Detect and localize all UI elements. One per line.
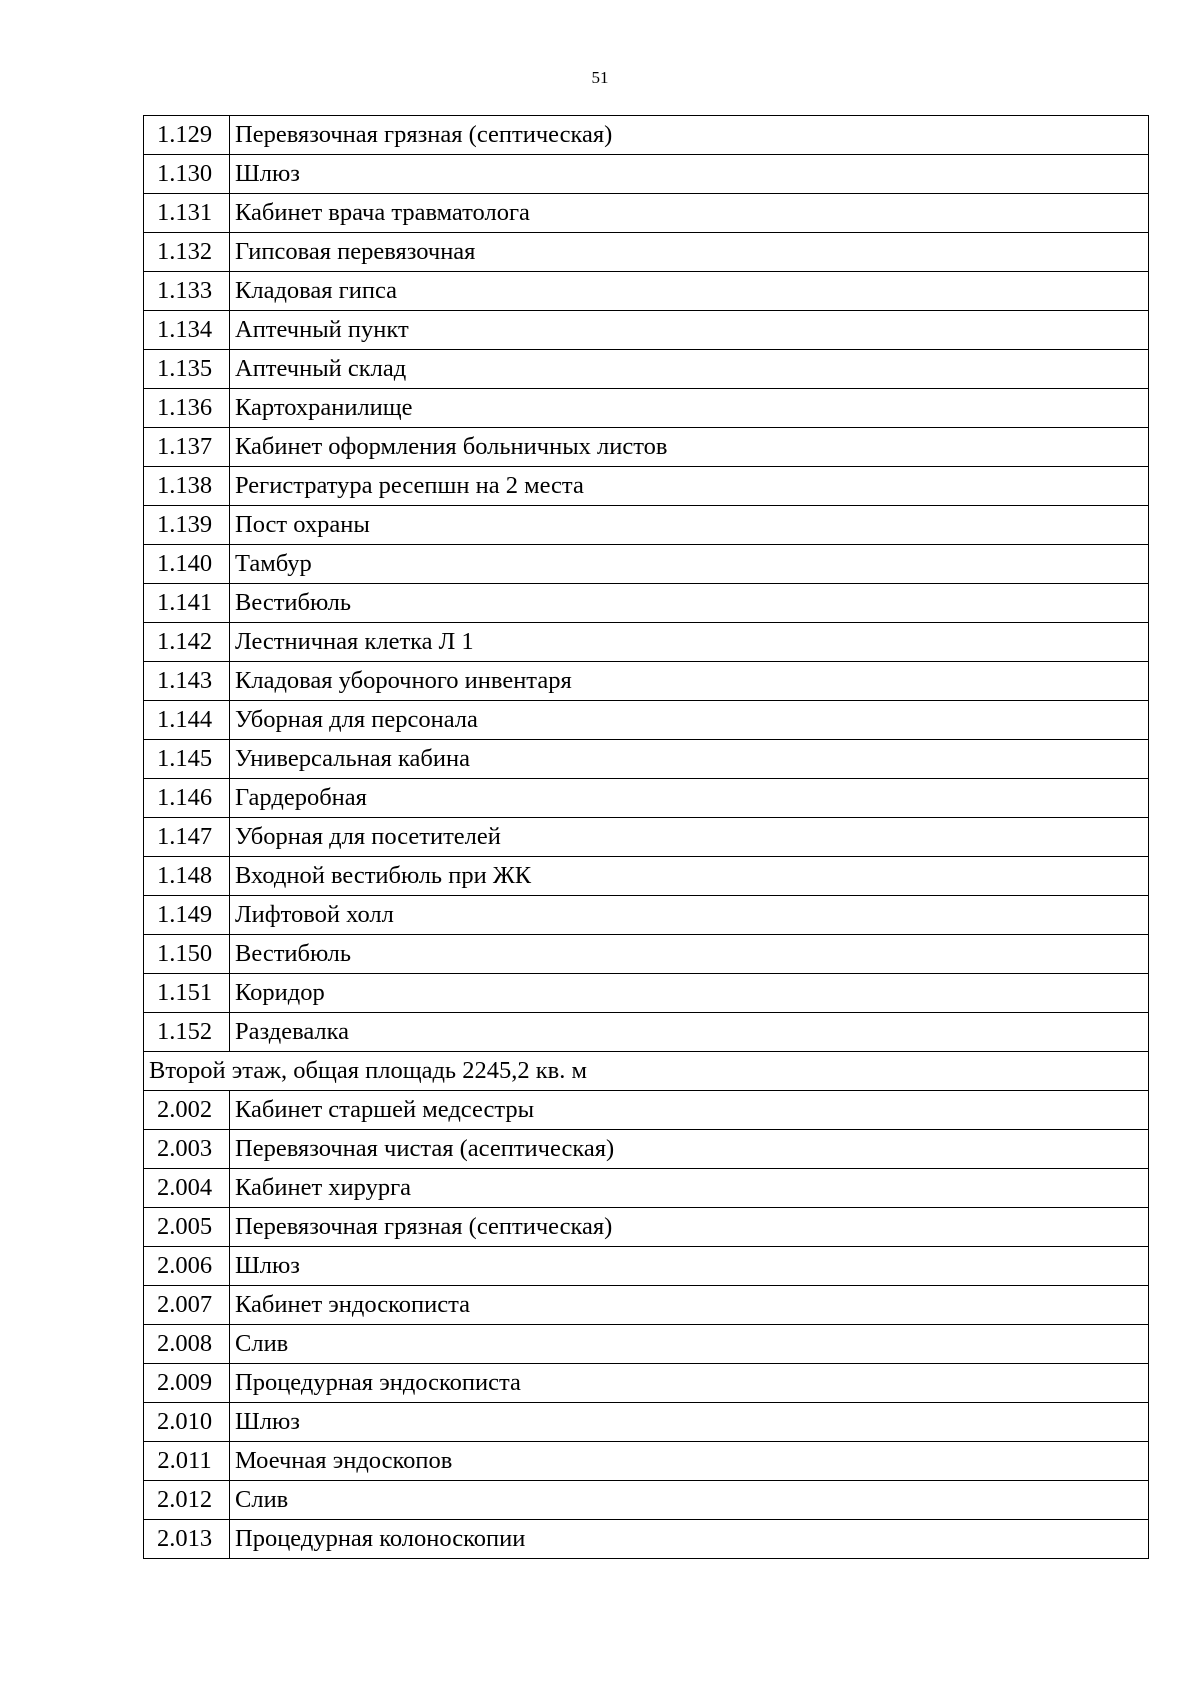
table-row (144, 701, 1149, 740)
room-number: 1.137 (144, 428, 230, 467)
room-name: Кабинет эндоскописта (230, 1286, 1149, 1325)
room-number: 2.002 (144, 1091, 230, 1130)
table-row (144, 1169, 1149, 1208)
table-row (144, 1364, 1149, 1403)
room-name: Аптечный склад (230, 350, 1149, 389)
room-name: Картохранилище (230, 389, 1149, 428)
table-row (144, 896, 1149, 935)
rooms-table (143, 115, 1149, 1559)
room-name: Шлюз (230, 155, 1149, 194)
room-number: 2.009 (144, 1364, 230, 1403)
room-number: 2.010 (144, 1403, 230, 1442)
table-row (144, 155, 1149, 194)
room-name: Универсальная кабина (230, 740, 1149, 779)
table-row (144, 428, 1149, 467)
room-number: 1.136 (144, 389, 230, 428)
table-row (144, 233, 1149, 272)
table-row (144, 272, 1149, 311)
room-number: 1.146 (144, 779, 230, 818)
room-name: Моечная эндоскопов (230, 1442, 1149, 1481)
room-number: 1.152 (144, 1013, 230, 1052)
table-row (144, 116, 1149, 155)
room-number: 2.003 (144, 1130, 230, 1169)
room-number: 1.131 (144, 194, 230, 233)
room-number: 1.132 (144, 233, 230, 272)
table-row (144, 1325, 1149, 1364)
room-number: 1.134 (144, 311, 230, 350)
room-name: Гипсовая перевязочная (230, 233, 1149, 272)
table-row (144, 584, 1149, 623)
room-number: 2.008 (144, 1325, 230, 1364)
room-name: Гардеробная (230, 779, 1149, 818)
page-number: 51 (591, 68, 609, 87)
room-number: 1.138 (144, 467, 230, 506)
table-row (144, 779, 1149, 818)
table-row (144, 311, 1149, 350)
room-name: Слив (230, 1481, 1149, 1520)
table-row (144, 1442, 1149, 1481)
room-name: Кабинет старшей медсестры (230, 1091, 1149, 1130)
table-row (144, 467, 1149, 506)
room-name: Кладовая гипса (230, 272, 1149, 311)
room-number: 1.150 (144, 935, 230, 974)
room-name: Вестибюль (230, 935, 1149, 974)
room-name: Лестничная клетка Л 1 (230, 623, 1149, 662)
room-name: Кладовая уборочного инвентаря (230, 662, 1149, 701)
table-row (144, 740, 1149, 779)
room-name: Тамбур (230, 545, 1149, 584)
table-row (144, 506, 1149, 545)
room-name: Раздевалка (230, 1013, 1149, 1052)
room-number: 2.004 (144, 1169, 230, 1208)
table-row (144, 974, 1149, 1013)
room-number: 2.013 (144, 1520, 230, 1559)
section-header: Второй этаж, общая площадь 2245,2 кв. м (144, 1052, 1149, 1091)
room-number: 1.143 (144, 662, 230, 701)
room-number: 1.151 (144, 974, 230, 1013)
table-row (144, 857, 1149, 896)
table-row (144, 194, 1149, 233)
room-name: Аптечный пункт (230, 311, 1149, 350)
room-number: 2.005 (144, 1208, 230, 1247)
room-number: 1.145 (144, 740, 230, 779)
room-number: 1.142 (144, 623, 230, 662)
table-row (144, 623, 1149, 662)
room-number: 1.140 (144, 545, 230, 584)
table-row (144, 1130, 1149, 1169)
room-number: 1.148 (144, 857, 230, 896)
table-row (144, 350, 1149, 389)
room-name: Перевязочная грязная (септическая) (230, 116, 1149, 155)
table-row (144, 662, 1149, 701)
table-row (144, 1481, 1149, 1520)
room-number: 1.141 (144, 584, 230, 623)
table-row (144, 1091, 1149, 1130)
table-row (144, 1208, 1149, 1247)
room-name: Перевязочная грязная (септическая) (230, 1208, 1149, 1247)
room-name: Лифтовой холл (230, 896, 1149, 935)
room-name: Уборная для персонала (230, 701, 1149, 740)
room-number: 1.133 (144, 272, 230, 311)
table-row (144, 1013, 1149, 1052)
room-name: Кабинет врача травматолога (230, 194, 1149, 233)
room-name: Кабинет оформления больничных листов (230, 428, 1149, 467)
room-name: Уборная для посетителей (230, 818, 1149, 857)
table-row (144, 1247, 1149, 1286)
room-number: 2.011 (144, 1442, 230, 1481)
room-name: Шлюз (230, 1247, 1149, 1286)
room-number: 2.012 (144, 1481, 230, 1520)
room-name: Перевязочная чистая (асептическая) (230, 1130, 1149, 1169)
room-name: Пост охраны (230, 506, 1149, 545)
table-row (144, 389, 1149, 428)
table-row (144, 935, 1149, 974)
room-number: 1.144 (144, 701, 230, 740)
room-number: 2.006 (144, 1247, 230, 1286)
room-name: Процедурная колоноскопии (230, 1520, 1149, 1559)
table-row (144, 1520, 1149, 1559)
room-name: Процедурная эндоскописта (230, 1364, 1149, 1403)
table-row (144, 1403, 1149, 1442)
room-name: Шлюз (230, 1403, 1149, 1442)
room-name: Кабинет хирурга (230, 1169, 1149, 1208)
section-header-row (144, 1052, 1149, 1091)
rooms-table-body (144, 116, 1149, 1559)
room-number: 2.007 (144, 1286, 230, 1325)
table-row (144, 545, 1149, 584)
room-name: Вестибюль (230, 584, 1149, 623)
room-number: 1.130 (144, 155, 230, 194)
room-name: Слив (230, 1325, 1149, 1364)
room-name: Входной вестибюль при ЖК (230, 857, 1149, 896)
table-row (144, 1286, 1149, 1325)
room-number: 1.129 (144, 116, 230, 155)
room-number: 1.139 (144, 506, 230, 545)
room-name: Коридор (230, 974, 1149, 1013)
table-row (144, 818, 1149, 857)
room-number: 1.147 (144, 818, 230, 857)
room-number: 1.149 (144, 896, 230, 935)
room-number: 1.135 (144, 350, 230, 389)
room-name: Регистратура ресепшн на 2 места (230, 467, 1149, 506)
